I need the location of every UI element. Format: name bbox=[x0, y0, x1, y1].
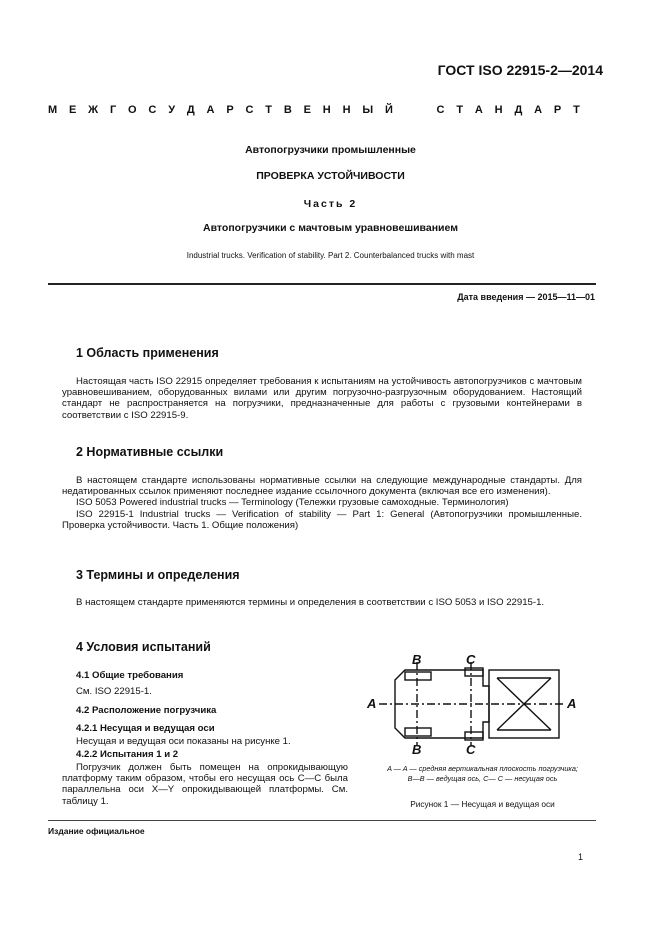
banner-letter: М bbox=[48, 104, 58, 116]
banner-letter: О bbox=[128, 104, 137, 116]
section-2-paragraph: В настоящем стандарте использованы нормативные ссылки на следующие международные стандарты. Для недатированных ссылок применяют последнее издание ссылочного документа (включая все его изменения). bbox=[62, 475, 582, 498]
subsection-4-1-title: 4.1 Общие требования bbox=[76, 670, 184, 681]
caption-line-2: B—B — ведущая ось, C— C — несущая ось bbox=[407, 774, 558, 783]
subsection-4-2-1-title: 4.2.1 Несущая и ведущая оси bbox=[76, 723, 215, 734]
standard-banner bbox=[48, 104, 580, 116]
page-number: 1 bbox=[577, 852, 583, 862]
banner-letter: А bbox=[534, 104, 543, 116]
banner-gap bbox=[405, 104, 425, 116]
subsection-4-2-2-paragraph: Погрузчик должен быть помещен на опрокидывающую платформу таким образом, чтобы его несущая ось C—C была параллельна оси X—Y опрокидывающей платформы. См. таблицу 1. bbox=[62, 762, 348, 807]
banner-letter: Ж bbox=[88, 104, 99, 116]
front-wheel-left bbox=[405, 672, 431, 680]
part-label: Часть 2 bbox=[303, 198, 358, 210]
banner-letter: С bbox=[436, 104, 445, 116]
edition-note: Издание официальное bbox=[48, 826, 145, 836]
banner-letter: У bbox=[168, 104, 176, 116]
label-b-bottom: B bbox=[412, 742, 422, 754]
section-1-paragraph: Настоящая часть ISO 22915 определяет требования к испытаниям на устойчивость автопогрузчиков с мачтовым уравновешиванием, оборудованных вилами или другим погрузочно-разгрузочным оборудованием. Настоящий стандарт не распространяется на погрузчики, предназначенные для работы с грузовыми контейнерами в соответствии с ISO 22915-9. bbox=[62, 376, 582, 421]
section-3-paragraph: В настоящем стандарте применяются термины и определения в соответствии с ISO 5053 и ISO 22915-1. bbox=[76, 597, 545, 608]
english-title: Industrial trucks. Verification of stability. Part 2. Counterbalanced trucks with mast bbox=[186, 251, 475, 260]
title-line-2: ПРОВЕРКА УСТОЙЧИВОСТИ bbox=[256, 170, 405, 182]
subsection-4-1-text: См. ISO 22915-1. bbox=[76, 686, 152, 697]
section-2-text bbox=[62, 475, 582, 531]
banner-letter: Н bbox=[342, 104, 351, 116]
label-a-right: A bbox=[567, 696, 577, 711]
banner-letter: Ы bbox=[362, 104, 374, 116]
caption-line-1: A — A — средняя вертикальная плоскость погрузчика; bbox=[387, 764, 578, 773]
subsection-4-2-1-text: Несущая и ведущая оси показаны на рисунке 1. bbox=[76, 736, 291, 747]
banner-letter: Е bbox=[69, 104, 77, 116]
banner-letter: Н bbox=[322, 104, 331, 116]
section-3-text bbox=[62, 597, 582, 608]
front-wheel-right bbox=[405, 728, 431, 736]
label-c-top: C bbox=[466, 654, 476, 667]
banner-letter: А bbox=[206, 104, 215, 116]
banner-letter: Е bbox=[303, 104, 311, 116]
banner-letter: А bbox=[474, 104, 483, 116]
subtitle: Автопогрузчики с мачтовым уравновешиванием bbox=[203, 222, 458, 234]
title-divider bbox=[48, 283, 596, 285]
banner-letter: С bbox=[245, 104, 254, 116]
banner-letter: Р bbox=[226, 104, 234, 116]
section-1-title: 1 Область применения bbox=[76, 346, 219, 360]
axes-diagram bbox=[365, 654, 580, 754]
section-1-text bbox=[62, 376, 582, 421]
subsection-4-2-title: 4.2 Расположение погрузчика bbox=[76, 705, 217, 716]
effective-date: Дата введения — 2015—11—01 bbox=[457, 292, 595, 302]
subsection-4-2-2-title: 4.2.2 Испытания 1 и 2 bbox=[76, 749, 179, 760]
subsection-4-2-2-text bbox=[62, 762, 348, 807]
banner-letter: Д bbox=[186, 104, 195, 116]
title-line-1: Автопогрузчики промышленные bbox=[245, 144, 416, 156]
banner-letter: С bbox=[148, 104, 157, 116]
label-b-top: B bbox=[412, 654, 422, 667]
reference-iso-22915-1: ISO 22915-1 Industrial trucks — Verification of stability — Part 1: General (Автопогрузчики промышленные. Проверка устойчивости. Часть 1. Общие положения) bbox=[62, 508, 582, 531]
section-2-title: 2 Нормативные ссылки bbox=[76, 445, 224, 459]
label-c-bottom: C bbox=[466, 742, 476, 754]
document-code: ГОСТ ISO 22915-2—2014 bbox=[437, 62, 603, 78]
reference-iso-5053: ISO 5053 Powered industrial trucks — Terminology (Тележки грузовые самоходные. Терминология) bbox=[76, 497, 509, 509]
banner-letter: Н bbox=[494, 104, 503, 116]
banner-letter: Т bbox=[573, 104, 580, 116]
figure-title: Рисунок 1 — Несущая и ведущая оси bbox=[410, 799, 555, 809]
footer-divider bbox=[48, 820, 596, 821]
banner-letter: Д bbox=[514, 104, 523, 116]
figure-caption bbox=[350, 764, 615, 784]
banner-letter: Т bbox=[265, 104, 273, 116]
banner-letter: Т bbox=[456, 104, 464, 116]
section-3-title: 3 Термины и определения bbox=[76, 568, 240, 582]
banner-letter: В bbox=[283, 104, 292, 116]
banner-letter: Й bbox=[384, 104, 393, 116]
banner-letter: Р bbox=[553, 104, 562, 116]
label-a-left: A bbox=[367, 696, 377, 711]
section-4-title: 4 Условия испытаний bbox=[76, 640, 211, 654]
banner-letter: Г bbox=[109, 104, 117, 116]
